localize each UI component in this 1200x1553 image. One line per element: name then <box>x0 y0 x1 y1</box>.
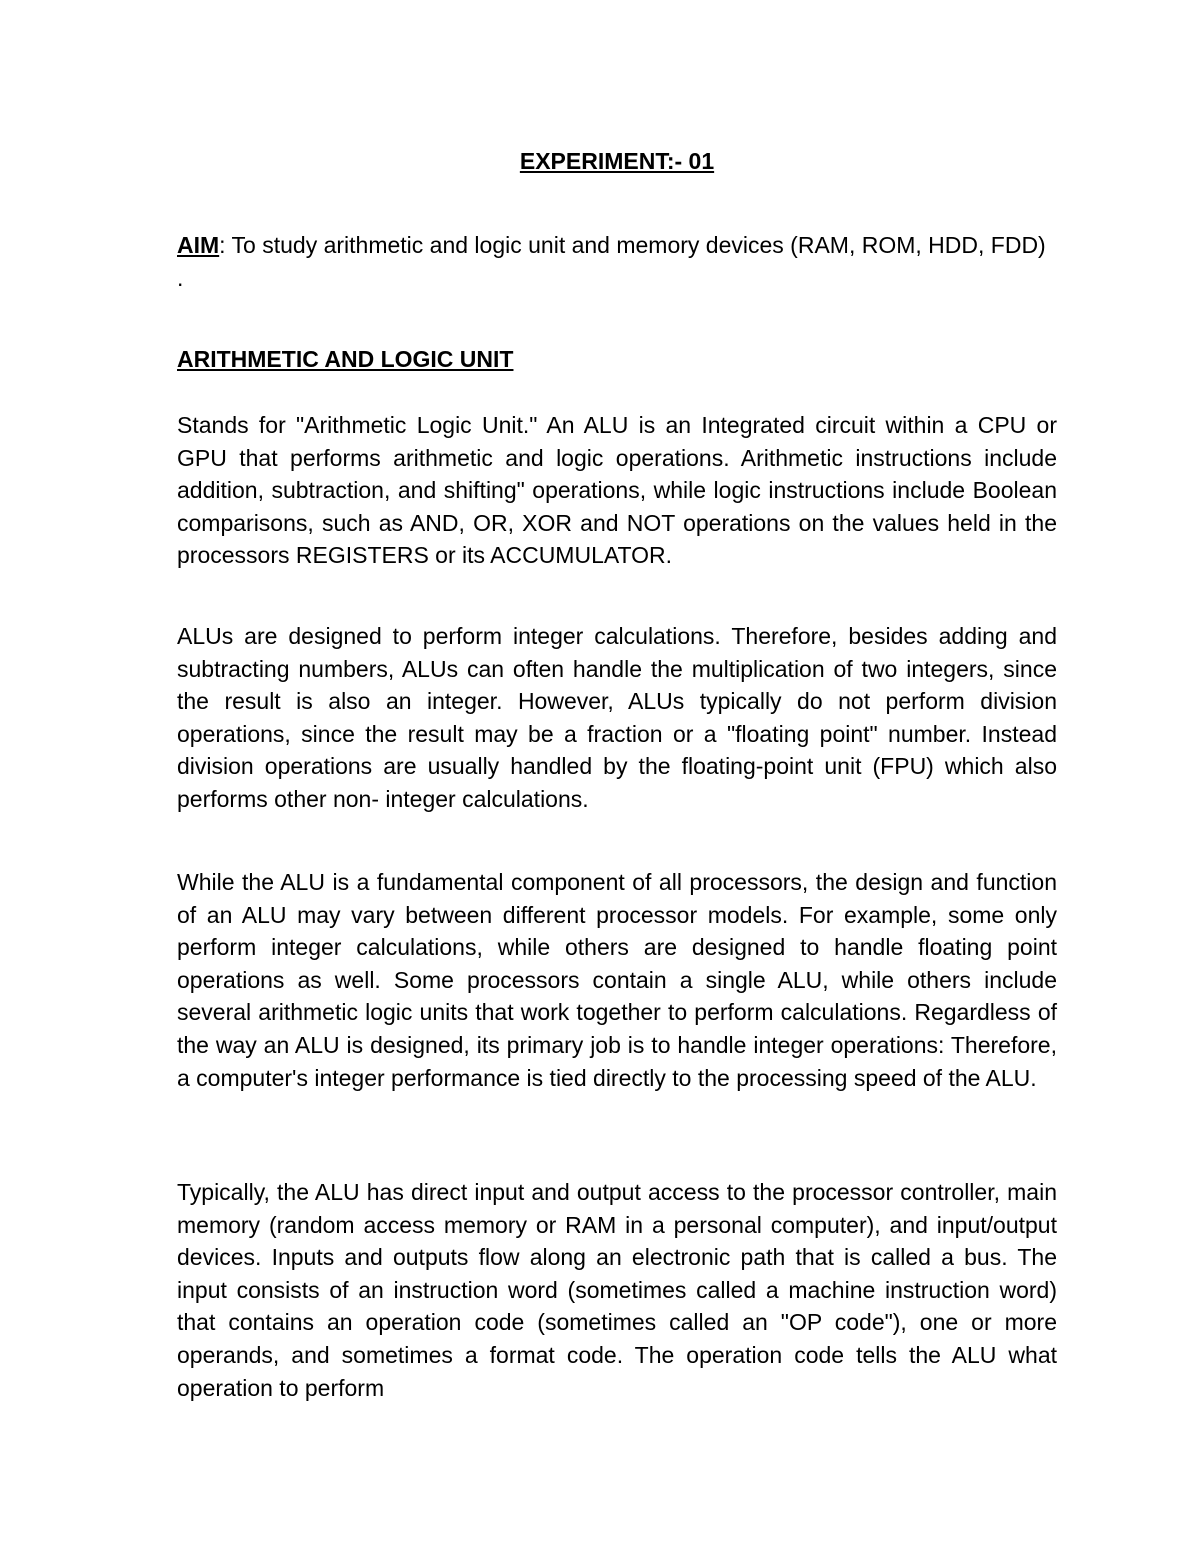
paragraph-alu-io: Typically, the ALU has direct input and output access to the processor controller, main memory (random access memory or RAM in a personal computer), and input/output devices. Inputs and outputs flow along an electronic path that is called a bus. The input consists of an instruction word (sometimes called a machine instruction word) that contains an operation code (sometimes called an "OP code"), one or more operands, and sometimes a format code. The operation code tells the ALU what operation to perform <box>177 1179 1057 1401</box>
paragraph-integer-calculations: ALUs are designed to perform integer calculations. Therefore, besides adding and subtracting numbers, ALUs can often handle the multiplication of two integers, since the result is also an integer. However, ALUs typically do not perform division operations, since the result may be a fraction or a "floating point" number. Instead division operations are usually handled by the floating-point unit (FPU) which also performs other non- integer calculations. <box>177 623 1057 812</box>
section-heading-alu: ARITHMETIC AND LOGIC UNIT <box>177 346 514 372</box>
aim-statement <box>177 229 1057 294</box>
experiment-title: EXPERIMENT:- 01 <box>519 148 715 174</box>
paragraph-alu-design: While the ALU is a fundamental component of all processors, the design and function of an ALU may vary between different processor models. For example, some only perform integer calculations, while others are designed to handle floating point operations as well. Some processors contain a single ALU, while others include several arithmetic logic units that work together to perform calculations. Regardless of the way an ALU is designed, its primary job is to handle integer operations: Therefore, a computer's integer performance is tied directly to the processing speed of the ALU. <box>177 869 1057 1091</box>
paragraph-alu-definition: Stands for "Arithmetic Logic Unit." An ALU is an Integrated circuit within a CPU or GPU that performs arithmetic and logic operations. Arithmetic instructions include addition, subtraction, and shifting" operations, while logic instructions include Boolean comparisons, such as AND, OR, XOR and NOT operations on the values held in the processors REGISTERS or its ACCUMULATOR. <box>177 412 1057 569</box>
aim-label: AIM <box>177 232 220 258</box>
aim-text: : To study arithmetic and logic unit and memory devices (RAM, ROM, HDD, FDD) . <box>177 232 1046 291</box>
